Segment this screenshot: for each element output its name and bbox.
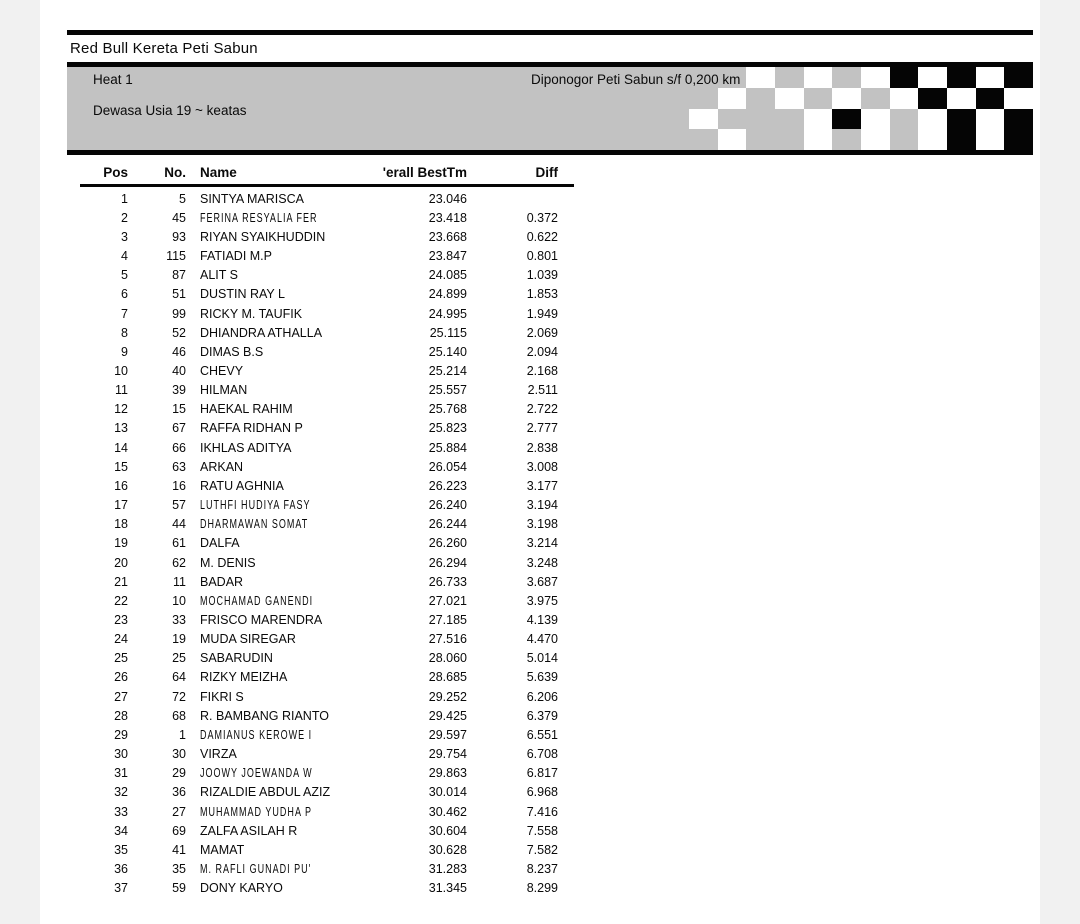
checker-cell bbox=[890, 109, 919, 130]
cell-no: 40 bbox=[172, 363, 186, 378]
cell-name: RIZALDIE ABDUL AZIZ bbox=[200, 785, 331, 800]
checker-cell bbox=[861, 129, 890, 150]
cell-best: 25.823 bbox=[428, 421, 467, 436]
cell-name: ARKAN bbox=[200, 459, 244, 474]
cell-name: ZALFA ASILAH R bbox=[200, 823, 298, 838]
cell-diff: 0.622 bbox=[526, 229, 558, 244]
cell-name: R. BAMBANG RIANTO bbox=[200, 708, 329, 723]
cell-diff: 6.817 bbox=[526, 766, 558, 781]
cell-no: 59 bbox=[172, 881, 186, 896]
cell-no: 66 bbox=[172, 440, 186, 455]
checker-cell bbox=[689, 109, 718, 130]
cell-no: 115 bbox=[166, 249, 186, 264]
cell-diff: 3.008 bbox=[526, 459, 558, 474]
table-header-rule bbox=[80, 184, 574, 187]
cell-no: 15 bbox=[172, 402, 186, 417]
table-row bbox=[80, 840, 574, 859]
cell-no: 45 bbox=[172, 210, 186, 225]
cell-pos: 30 bbox=[114, 747, 128, 762]
checker-cell bbox=[832, 88, 861, 109]
cell-pos: 1 bbox=[121, 191, 128, 206]
cell-diff: 7.416 bbox=[526, 804, 558, 819]
results-table bbox=[80, 163, 574, 898]
table-row bbox=[80, 285, 574, 304]
cell-best: 30.462 bbox=[428, 804, 467, 819]
checkered-flag bbox=[689, 67, 1033, 150]
cell-no: 29 bbox=[172, 766, 186, 781]
cell-no: 69 bbox=[172, 823, 186, 838]
cell-diff: 6.379 bbox=[526, 708, 558, 723]
cell-diff: 6.206 bbox=[526, 689, 558, 704]
table-row bbox=[80, 419, 574, 438]
cell-name: FRISCO MARENDRA bbox=[200, 613, 323, 628]
cell-diff: 3.177 bbox=[526, 478, 558, 493]
cell-name bbox=[186, 862, 370, 876]
cell-best: 25.557 bbox=[428, 383, 467, 398]
cell-name-text: LUTHFI HUDIYA FASY bbox=[200, 498, 311, 513]
cell-best: 23.046 bbox=[428, 191, 467, 206]
cell-best: 26.054 bbox=[428, 459, 467, 474]
cell-diff: 3.975 bbox=[526, 593, 558, 608]
cell-best: 27.021 bbox=[428, 593, 467, 608]
cell-pos: 2 bbox=[121, 210, 128, 225]
cell-name bbox=[186, 498, 370, 512]
cell-pos: 13 bbox=[114, 421, 128, 436]
cell-best: 29.597 bbox=[428, 727, 467, 742]
table-row bbox=[80, 361, 574, 380]
cell-best: 23.668 bbox=[428, 229, 467, 244]
cell-name: RIYAN SYAIKHUDDIN bbox=[200, 229, 326, 244]
cell-diff: 1.949 bbox=[526, 306, 558, 321]
cell-best: 26.240 bbox=[428, 498, 467, 513]
cell-diff: 4.139 bbox=[526, 613, 558, 628]
checker-cell bbox=[718, 109, 747, 130]
checker-cell bbox=[861, 109, 890, 130]
cell-pos: 4 bbox=[121, 249, 128, 264]
cell-name: M. DENIS bbox=[200, 555, 256, 570]
checker-cell bbox=[804, 67, 833, 88]
cell-name-text: DAMIANUS KEROWE I bbox=[200, 727, 313, 742]
cell-no: 39 bbox=[172, 383, 186, 398]
cell-pos: 18 bbox=[114, 517, 128, 532]
checker-cell bbox=[746, 129, 775, 150]
cell-no: 33 bbox=[172, 613, 186, 628]
cell-pos: 14 bbox=[114, 440, 128, 455]
cell-name: DHIANDRA ATHALLA bbox=[200, 325, 323, 340]
checker-cell bbox=[775, 67, 804, 88]
cell-pos: 6 bbox=[121, 287, 128, 302]
checker-cell bbox=[1004, 67, 1033, 88]
cell-no: 68 bbox=[172, 708, 186, 723]
checker-cell bbox=[918, 67, 947, 88]
cell-pos: 20 bbox=[114, 555, 128, 570]
cell-no: 99 bbox=[172, 306, 186, 321]
cell-pos: 11 bbox=[115, 383, 128, 398]
cell-best: 26.294 bbox=[428, 555, 467, 570]
cell-pos: 16 bbox=[114, 478, 128, 493]
cell-pos: 26 bbox=[114, 670, 128, 685]
cell-no: 27 bbox=[172, 804, 186, 819]
cell-no: 11 bbox=[173, 574, 186, 589]
cell-name bbox=[186, 594, 370, 608]
cell-best: 26.244 bbox=[428, 517, 467, 532]
heat-label: Heat 1 bbox=[93, 72, 133, 87]
cell-best: 31.283 bbox=[428, 862, 467, 877]
cell-diff: 2.094 bbox=[526, 344, 558, 359]
cell-no: 63 bbox=[172, 459, 186, 474]
cell-diff: 7.558 bbox=[526, 823, 558, 838]
table-row bbox=[80, 246, 574, 265]
cell-pos: 28 bbox=[114, 708, 128, 723]
cell-no: 41 bbox=[172, 842, 186, 857]
title-top-rule bbox=[67, 30, 1033, 35]
checker-cell bbox=[775, 88, 804, 109]
cell-pos: 21 bbox=[114, 574, 128, 589]
table-row bbox=[80, 649, 574, 668]
table-row bbox=[80, 304, 574, 323]
cell-name: HAEKAL RAHIM bbox=[200, 402, 293, 417]
document-title: Red Bull Kereta Peti Sabun bbox=[70, 40, 258, 57]
cell-diff: 0.372 bbox=[526, 210, 558, 225]
header-pos: Pos bbox=[103, 164, 128, 180]
cell-best: 23.418 bbox=[428, 210, 467, 225]
table-row bbox=[80, 553, 574, 572]
course-label: Diponogor Peti Sabun s/f 0,200 km bbox=[531, 72, 741, 87]
header-best-time: 'erall BestTm bbox=[382, 164, 467, 180]
table-row bbox=[80, 591, 574, 610]
cell-diff: 6.551 bbox=[526, 727, 558, 742]
cell-no: 44 bbox=[172, 517, 186, 532]
cell-best: 26.223 bbox=[428, 478, 467, 493]
cell-no: 67 bbox=[172, 421, 186, 436]
checker-cell bbox=[775, 109, 804, 130]
cell-best: 29.754 bbox=[428, 747, 467, 762]
cell-diff: 2.777 bbox=[526, 421, 558, 436]
checker-cell bbox=[947, 67, 976, 88]
cell-diff: 2.511 bbox=[527, 383, 558, 398]
cell-name: FIKRI S bbox=[200, 689, 244, 704]
cell-name: FATIADI M.P bbox=[200, 249, 272, 264]
cell-best: 24.995 bbox=[428, 306, 467, 321]
checker-cell bbox=[689, 129, 718, 150]
table-row bbox=[80, 457, 574, 476]
checker-cell bbox=[832, 109, 861, 130]
cell-diff: 6.708 bbox=[526, 747, 558, 762]
checker-cell bbox=[804, 88, 833, 109]
cell-best: 23.847 bbox=[428, 249, 467, 264]
checker-cell bbox=[718, 129, 747, 150]
cell-name: HILMAN bbox=[200, 383, 248, 398]
cell-name bbox=[186, 805, 370, 819]
cell-pos: 32 bbox=[114, 785, 128, 800]
checker-cell bbox=[976, 67, 1005, 88]
cell-diff: 2.069 bbox=[526, 325, 558, 340]
cell-best: 29.863 bbox=[428, 766, 467, 781]
checker-cell bbox=[890, 88, 919, 109]
table-row bbox=[80, 342, 574, 361]
cell-diff: 4.470 bbox=[526, 632, 558, 647]
cell-diff: 6.968 bbox=[526, 785, 558, 800]
table-row bbox=[80, 764, 574, 783]
checker-cell bbox=[918, 109, 947, 130]
cell-diff: 1.853 bbox=[526, 287, 558, 302]
cell-best: 31.345 bbox=[428, 881, 467, 896]
cell-pos: 3 bbox=[121, 229, 128, 244]
cell-diff: 3.194 bbox=[526, 498, 558, 513]
checker-cell bbox=[890, 129, 919, 150]
cell-best: 26.260 bbox=[428, 536, 467, 551]
checker-cell bbox=[918, 129, 947, 150]
cell-best: 29.252 bbox=[428, 689, 467, 704]
cell-pos: 24 bbox=[114, 632, 128, 647]
cell-no: 1 bbox=[179, 727, 186, 742]
cell-no: 36 bbox=[172, 785, 186, 800]
cell-best: 25.884 bbox=[428, 440, 467, 455]
cell-name: CHEVY bbox=[200, 363, 244, 378]
cell-name: ALIT S bbox=[200, 268, 238, 283]
cell-diff: 8.299 bbox=[526, 881, 558, 896]
cell-name: DONY KARYO bbox=[200, 881, 283, 896]
header-name: Name bbox=[200, 164, 237, 180]
cell-best: 25.140 bbox=[428, 344, 467, 359]
cell-name bbox=[186, 517, 370, 531]
table-row bbox=[80, 725, 574, 744]
cell-name: DIMAS B.S bbox=[200, 344, 264, 359]
cell-no: 25 bbox=[172, 651, 186, 666]
cell-diff: 5.639 bbox=[526, 670, 558, 685]
checker-cell bbox=[804, 109, 833, 130]
cell-name: BADAR bbox=[200, 574, 244, 589]
table-header-row bbox=[80, 163, 574, 181]
cell-diff: 2.168 bbox=[526, 363, 558, 378]
cell-diff: 0.801 bbox=[526, 249, 558, 264]
heat-header-band bbox=[67, 67, 1033, 155]
cell-best: 25.214 bbox=[428, 363, 467, 378]
table-row bbox=[80, 400, 574, 419]
cell-name bbox=[186, 211, 370, 225]
cell-pos: 15 bbox=[114, 459, 128, 474]
table-row bbox=[80, 381, 574, 400]
cell-diff: 2.722 bbox=[526, 402, 558, 417]
cell-name-text: MUHAMMAD YUDHA P bbox=[200, 804, 312, 819]
cell-diff: 5.014 bbox=[526, 651, 558, 666]
cell-diff: 1.039 bbox=[526, 268, 558, 283]
table-row bbox=[80, 534, 574, 553]
checker-cell bbox=[1004, 129, 1033, 150]
cell-diff: 3.687 bbox=[526, 574, 558, 589]
table-row bbox=[80, 496, 574, 515]
table-row bbox=[80, 189, 574, 208]
cell-diff: 2.838 bbox=[526, 440, 558, 455]
cell-pos: 35 bbox=[114, 842, 128, 857]
table-row bbox=[80, 610, 574, 629]
cell-no: 64 bbox=[172, 670, 186, 685]
cell-name: RIZKY MEIZHA bbox=[200, 670, 288, 685]
checker-cell bbox=[947, 88, 976, 109]
table-row bbox=[80, 476, 574, 495]
cell-pos: 10 bbox=[114, 363, 128, 378]
checker-cell bbox=[746, 109, 775, 130]
cell-best: 24.899 bbox=[428, 287, 467, 302]
header-no: No. bbox=[164, 164, 186, 180]
table-row bbox=[80, 783, 574, 802]
cell-best: 27.516 bbox=[428, 632, 467, 647]
checker-cell bbox=[689, 88, 718, 109]
cell-diff: 8.237 bbox=[526, 862, 558, 877]
cell-name bbox=[186, 766, 370, 780]
checker-cell bbox=[746, 67, 775, 88]
cell-name: MUDA SIREGAR bbox=[200, 632, 296, 647]
checker-cell bbox=[718, 67, 747, 88]
checker-cell bbox=[861, 88, 890, 109]
checker-cell bbox=[804, 129, 833, 150]
cell-pos: 33 bbox=[114, 804, 128, 819]
checker-cell bbox=[976, 109, 1005, 130]
cell-pos: 25 bbox=[114, 651, 128, 666]
table-row bbox=[80, 227, 574, 246]
table-row bbox=[80, 208, 574, 227]
cell-name: DALFA bbox=[200, 536, 240, 551]
cell-no: 5 bbox=[179, 191, 186, 206]
cell-no: 93 bbox=[172, 229, 186, 244]
cell-pos: 19 bbox=[114, 536, 128, 551]
cell-name bbox=[186, 728, 370, 742]
cell-no: 52 bbox=[172, 325, 186, 340]
cell-pos: 22 bbox=[114, 593, 128, 608]
cell-best: 24.085 bbox=[428, 268, 467, 283]
cell-no: 35 bbox=[172, 862, 186, 877]
cell-best: 28.685 bbox=[428, 670, 467, 685]
cell-pos: 5 bbox=[121, 268, 128, 283]
cell-no: 72 bbox=[172, 689, 186, 704]
cell-name: RAFFA RIDHAN P bbox=[200, 421, 303, 436]
cell-best: 28.060 bbox=[428, 651, 467, 666]
cell-best: 29.425 bbox=[428, 708, 467, 723]
cell-best: 25.768 bbox=[428, 402, 467, 417]
table-row bbox=[80, 687, 574, 706]
cell-no: 19 bbox=[172, 632, 186, 647]
cell-name-text: DHARMAWAN SOMAT bbox=[200, 517, 309, 532]
cell-pos: 34 bbox=[114, 823, 128, 838]
cell-name-text: JOOWY JOEWANDA W bbox=[200, 766, 313, 781]
cell-best: 30.014 bbox=[428, 785, 467, 800]
table-row bbox=[80, 821, 574, 840]
table-row bbox=[80, 438, 574, 457]
cell-no: 87 bbox=[172, 268, 186, 283]
checker-cell bbox=[832, 129, 861, 150]
table-row bbox=[80, 859, 574, 878]
table-row bbox=[80, 706, 574, 725]
cell-name: RICKY M. TAUFIK bbox=[200, 306, 303, 321]
cell-diff: 7.582 bbox=[526, 842, 558, 857]
cell-name-text: FERINA RESYALIA FER bbox=[200, 210, 318, 225]
cell-no: 16 bbox=[172, 478, 186, 493]
cell-best: 26.733 bbox=[428, 574, 467, 589]
table-row bbox=[80, 572, 574, 591]
checker-cell bbox=[1004, 88, 1033, 109]
cell-no: 51 bbox=[172, 287, 186, 302]
cell-diff: 3.214 bbox=[526, 536, 558, 551]
checker-cell bbox=[976, 88, 1005, 109]
cell-best: 30.628 bbox=[428, 842, 467, 857]
cell-pos: 23 bbox=[114, 613, 128, 628]
checker-cell bbox=[861, 67, 890, 88]
cell-pos: 31 bbox=[114, 766, 128, 781]
table-row bbox=[80, 266, 574, 285]
cell-name: SINTYA MARISCA bbox=[200, 191, 304, 206]
cell-name: DUSTIN RAY L bbox=[200, 287, 285, 302]
checker-cell bbox=[718, 88, 747, 109]
cell-no: 46 bbox=[172, 344, 186, 359]
cell-name: MAMAT bbox=[200, 842, 245, 857]
category-label: Dewasa Usia 19 ~ keatas bbox=[93, 103, 247, 118]
table-row bbox=[80, 879, 574, 898]
table-row bbox=[80, 630, 574, 649]
cell-diff: 3.248 bbox=[526, 555, 558, 570]
checker-cell bbox=[976, 129, 1005, 150]
cell-pos: 27 bbox=[114, 689, 128, 704]
cell-name: SABARUDIN bbox=[200, 651, 273, 666]
table-row bbox=[80, 515, 574, 534]
checker-cell bbox=[947, 109, 976, 130]
cell-name: IKHLAS ADITYA bbox=[200, 440, 292, 455]
cell-best: 27.185 bbox=[428, 613, 467, 628]
table-row bbox=[80, 802, 574, 821]
cell-pos: 36 bbox=[114, 862, 128, 877]
cell-best: 30.604 bbox=[428, 823, 467, 838]
checker-cell bbox=[746, 88, 775, 109]
cell-no: 62 bbox=[172, 555, 186, 570]
cell-diff: 3.198 bbox=[526, 517, 558, 532]
cell-pos: 8 bbox=[121, 325, 128, 340]
header-diff: Diff bbox=[535, 164, 558, 180]
cell-no: 61 bbox=[172, 536, 186, 551]
checker-cell bbox=[1004, 109, 1033, 130]
checker-cell bbox=[832, 67, 861, 88]
cell-no: 57 bbox=[172, 498, 186, 513]
table-row bbox=[80, 668, 574, 687]
cell-best: 25.115 bbox=[429, 325, 467, 340]
cell-no: 10 bbox=[172, 593, 186, 608]
document-page bbox=[40, 0, 1040, 924]
cell-name-text: M. RAFLI GUNADI PU' bbox=[200, 862, 312, 877]
cell-name-text: MOCHAMAD GANENDI bbox=[200, 593, 314, 608]
table-row bbox=[80, 745, 574, 764]
cell-pos: 9 bbox=[121, 344, 128, 359]
table-body bbox=[80, 189, 574, 898]
cell-pos: 29 bbox=[114, 727, 128, 742]
cell-pos: 17 bbox=[114, 498, 128, 513]
checker-cell bbox=[775, 129, 804, 150]
cell-name: VIRZA bbox=[200, 747, 237, 762]
cell-pos: 7 bbox=[121, 306, 128, 321]
checker-cell bbox=[689, 67, 718, 88]
cell-pos: 37 bbox=[114, 881, 128, 896]
cell-name: RATU AGHNIA bbox=[200, 478, 284, 493]
table-row bbox=[80, 323, 574, 342]
cell-no: 30 bbox=[172, 747, 186, 762]
checker-cell bbox=[918, 88, 947, 109]
cell-pos: 12 bbox=[114, 402, 128, 417]
checker-cell bbox=[890, 67, 919, 88]
checker-cell bbox=[947, 129, 976, 150]
